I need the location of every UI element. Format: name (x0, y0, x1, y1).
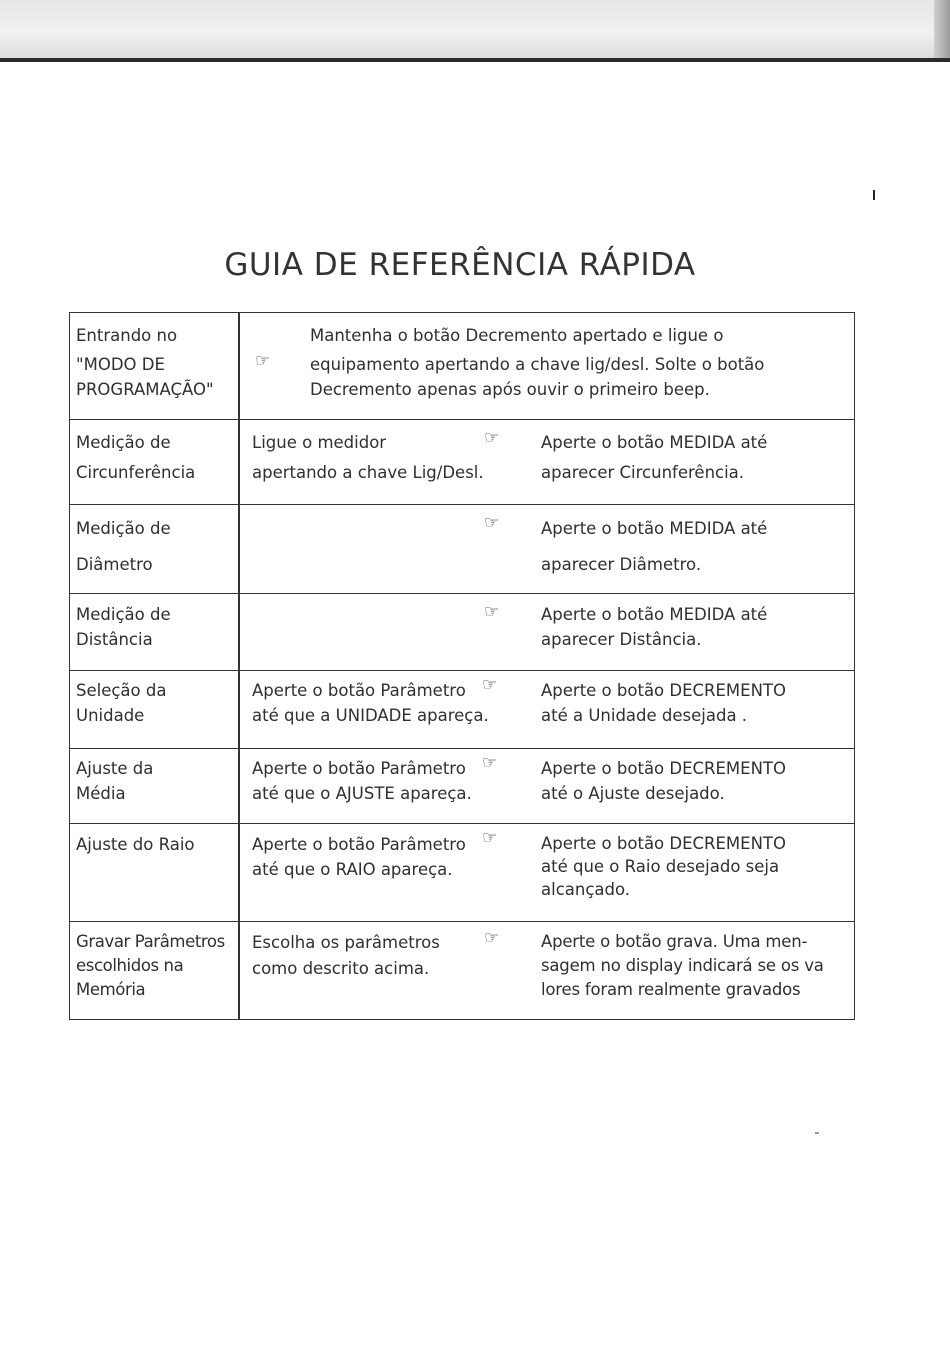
column-divider (238, 922, 240, 1019)
scan-top-rule (0, 58, 950, 62)
pointing-hand-icon: ☞ (484, 602, 500, 622)
scan-speck (815, 1132, 819, 1134)
table-row (70, 748, 854, 823)
pointing-hand-icon: ☞ (482, 828, 498, 848)
row-label: Entrando no "MODO DE PROGRAMAÇÃO" (76, 326, 214, 399)
pointing-hand-icon: ☞ (484, 513, 500, 533)
row-label: Seleção da Unidade (76, 681, 167, 725)
row-step-1: Aperte o botão Parâmetro até que o RAIO apareça. (252, 835, 466, 879)
row-step-2: Aperte o botão MEDIDA até aparecer Distância. (541, 605, 768, 649)
row-step-1: Ligue o medidor apertando a chave Lig/Desl. (252, 433, 484, 482)
row-step-2: Aperte o botão DECREMENTO até a Unidade desejada . (541, 681, 787, 725)
table-row (70, 921, 854, 1019)
row-label: Gravar Parâmetros escolhidos na Memória (76, 932, 225, 999)
row-step-2: Aperte o botão MEDIDA até aparecer Diâmetro. (541, 519, 768, 574)
column-divider (238, 824, 240, 921)
page-title: GUIA DE REFERÊNCIA RÁPIDA (224, 246, 696, 283)
column-divider (238, 594, 240, 670)
row-step-1: Escolha os parâmetros como descrito acima. (252, 933, 440, 978)
column-divider (238, 313, 240, 419)
row-step-2: Aperte o botão DECREMENTO até o Ajuste desejado. (541, 759, 787, 803)
column-divider (238, 420, 240, 504)
table-row (70, 504, 854, 593)
column-divider (238, 671, 240, 748)
table-row (70, 593, 854, 670)
table-row (70, 823, 854, 921)
row-instruction: Mantenha o botão Decremento apertado e ligue o equipamento apertando a chave lig/desl. Solte o botão Decremento apenas após ouvir o primeiro beep. (310, 326, 765, 399)
row-step-1: Aperte o botão Parâmetro até que o AJUSTE apareça. (252, 759, 472, 803)
row-step-2: Aperte o botão grava. Uma men- sagem no display indicará se os va lores foram realmente gravados (541, 932, 824, 999)
row-label: Ajuste da Média (76, 759, 154, 803)
scan-top-shadow (0, 0, 950, 58)
column-divider (238, 749, 240, 823)
pointing-hand-icon: ☞ (484, 928, 500, 948)
scan-edge (934, 0, 950, 62)
reference-table (69, 312, 855, 1020)
table-row (70, 670, 854, 748)
row-step-1: Aperte o botão Parâmetro até que a UNIDADE apareça. (252, 681, 489, 725)
pointing-hand-icon: ☞ (482, 753, 498, 773)
row-label: Medição de Diâmetro (76, 519, 171, 574)
row-label: Ajuste do Raio (76, 835, 195, 854)
pointing-hand-icon: ☞ (255, 351, 271, 371)
row-label: Medição de Distância (76, 605, 171, 649)
table-row (70, 313, 854, 419)
row-label: Medição de Circunferência (76, 433, 196, 482)
row-step-2: Aperte o botão DECREMENTO até que o Raio desejado seja alcançado. (541, 834, 787, 899)
pointing-hand-icon: ☞ (484, 428, 500, 448)
row-step-2: Aperte o botão MEDIDA até aparecer Circunferência. (541, 433, 768, 482)
table-row (70, 419, 854, 504)
column-divider (238, 505, 240, 593)
scan-mark (873, 190, 875, 200)
pointing-hand-icon: ☞ (482, 675, 498, 695)
